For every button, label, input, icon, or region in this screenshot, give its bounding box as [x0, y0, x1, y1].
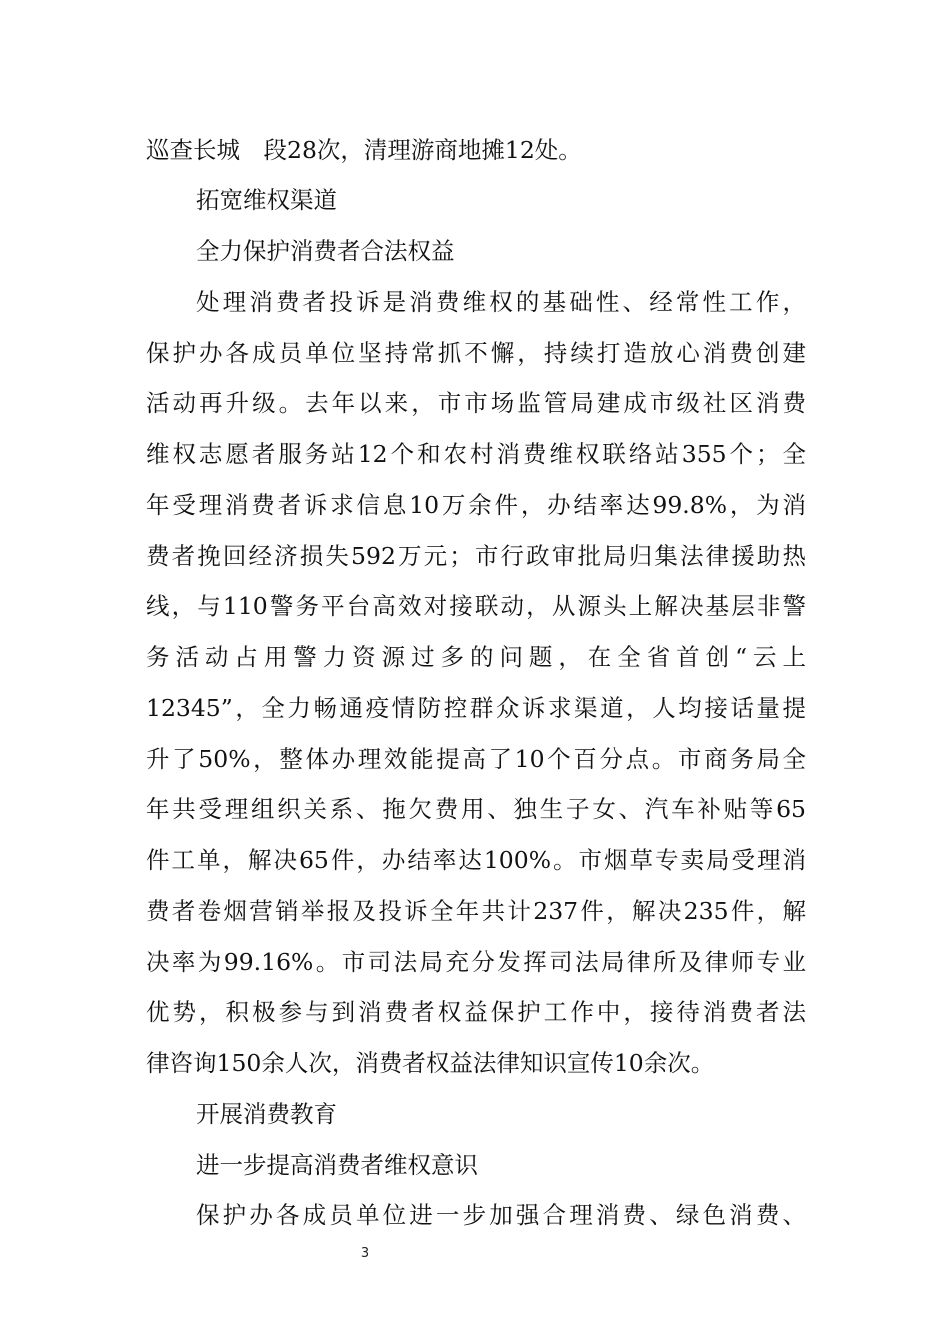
- body-line-13: 件工单，解决65件，办结率达100%。市烟草专卖局受理消: [146, 846, 806, 874]
- body-line-1: 巡查长城 段28次，清理游商地摊12处。: [146, 136, 582, 164]
- body-line-16: 优势，积极参与到消费者权益保护工作中，接待消费者法: [146, 998, 806, 1026]
- body-line-3: 保护办各成员单位坚持常抓不懈，持续打造放心消费创建: [146, 339, 806, 367]
- page-number: 3: [360, 1246, 370, 1261]
- body-line-12: 年共受理组织关系、拖欠费用、独生子女、汽车补贴等65: [146, 795, 806, 823]
- body-line-11: 升了50%，整体办理效能提高了10个百分点。市商务局全: [146, 745, 806, 773]
- body-line-5: 维权志愿者服务站12个和农村消费维权联络站355个；全: [146, 440, 806, 468]
- section-heading-broaden-channels: 拓宽维权渠道: [196, 186, 337, 214]
- body-line-4: 活动再升级。去年以来，市市场监管局建成市级社区消费: [146, 389, 806, 417]
- body-line-10: 12345”，全力畅通疫情防控群众诉求渠道，人均接话量提: [146, 694, 806, 722]
- body-line-18: 保护办各成员单位进一步加强合理消费、绿色消费、: [196, 1201, 806, 1229]
- body-line-17: 律咨询150余人次，消费者权益法律知识宣传10余次。: [146, 1049, 715, 1077]
- body-line-9: 务活动占用警力资源过多的问题，在全省首创“云上: [146, 643, 806, 671]
- section-heading-consumer-education: 开展消费教育: [196, 1100, 337, 1128]
- body-line-7: 费者挽回经济损失592万元；市行政审批局归集法律援助热: [146, 542, 806, 570]
- section-subheading-raise-awareness: 进一步提高消费者维权意识: [196, 1151, 478, 1179]
- body-line-15: 决率为99.16%。市司法局充分发挥司法局律所及律师专业: [146, 948, 806, 976]
- body-line-2: 处理消费者投诉是消费维权的基础性、经常性工作，: [196, 288, 806, 316]
- body-line-8: 线，与110警务平台高效对接联动，从源头上解决基层非警: [146, 592, 806, 620]
- body-line-6: 年受理消费者诉求信息10万余件，办结率达99.8%，为消: [146, 491, 806, 519]
- section-subheading-protect-rights: 全力保护消费者合法权益: [196, 237, 455, 265]
- body-line-14: 费者卷烟营销举报及投诉全年共计237件，解决235件，解: [146, 897, 806, 925]
